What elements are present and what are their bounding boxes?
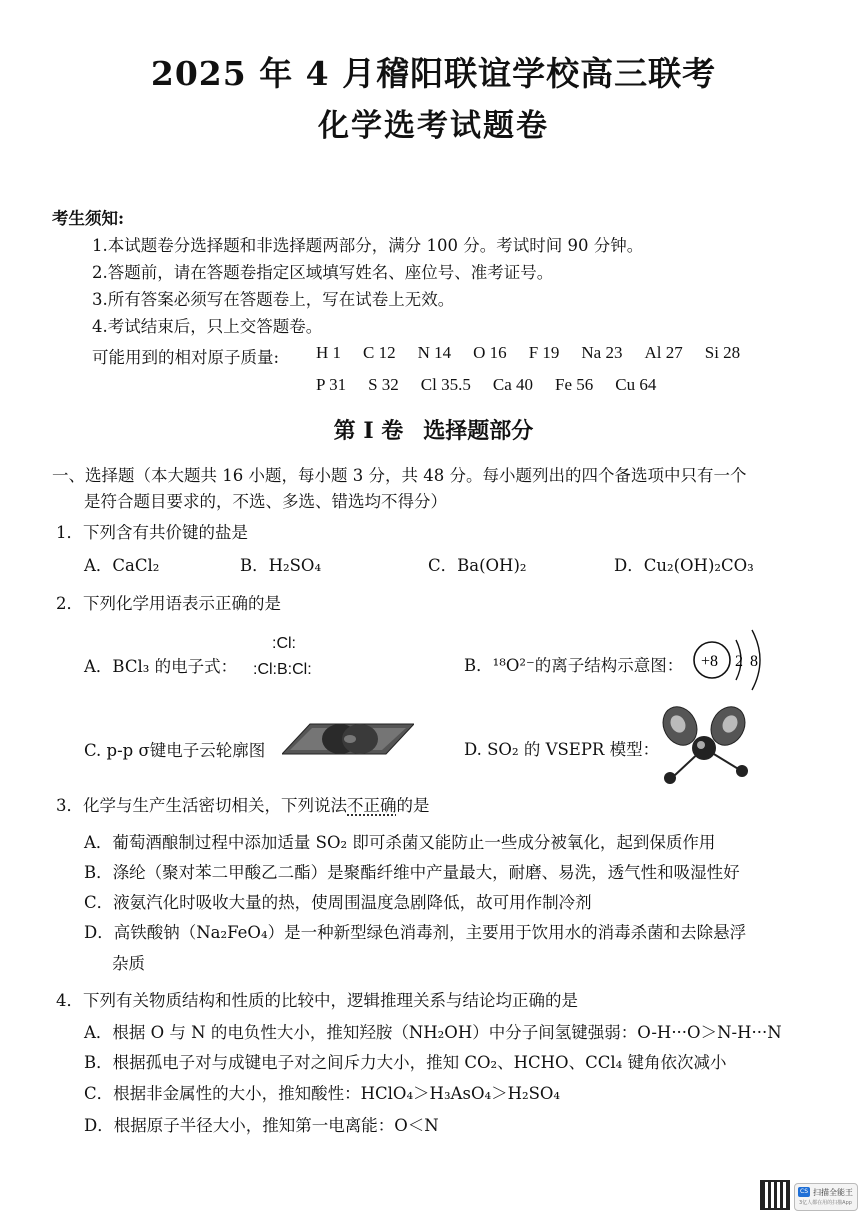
scanner-app-name: 扫描全能王: [813, 1188, 853, 1197]
q4-stem: 4．下列有关物质结构和性质的比较中，逻辑推理关系与结论均正确的是: [56, 991, 578, 1010]
q4-option-d: D．根据原子半径大小，推知第一电离能：O＜N: [84, 1116, 439, 1135]
atomic-mass-row-2: [316, 375, 678, 395]
mass-item: Cl 35.5: [420, 375, 471, 394]
section-name: 选择题部分: [423, 418, 534, 444]
so2-vsepr-model-image: [656, 704, 752, 788]
scanner-logo-icon: CS: [800, 1188, 808, 1195]
mass-item: F 19: [528, 343, 560, 362]
q3-option-c: C．液氨汽化时吸收大量的热，使周围温度急剧降低，故可用作制冷剂: [84, 893, 592, 912]
bcl3-electron-formula-top: :Cl:: [272, 635, 296, 652]
q2-option-d: D. SO₂ 的 VSEPR 模型：: [464, 740, 660, 759]
q3-option-d-line2: 杂质: [112, 954, 145, 973]
atomic-mass-row-1: [316, 343, 762, 363]
mass-item: Si 28: [704, 343, 741, 362]
q3-stem: [56, 792, 430, 816]
notice-item-3: 3.所有答案必须写在答题卷上，写在试卷上无效。: [92, 290, 455, 309]
q3-stem-post: 的是: [396, 796, 430, 815]
mass-item: Na 23: [581, 343, 623, 362]
scanner-tagline: 3亿人都在用的扫描App: [799, 1200, 852, 1206]
ion-structure-diagram: [688, 622, 778, 702]
q3-option-a: A．葡萄酒酿制过程中添加适量 SO₂ 即可杀菌又能防止一些成分被氧化，起到保质作用: [84, 833, 716, 852]
q2-stem: 2．下列化学用语表示正确的是: [56, 594, 281, 613]
q1-option-a: A．CaCl₂: [84, 556, 160, 575]
atomic-mass-label: 可能用到的相对原子质量:: [92, 348, 280, 367]
mass-item: S 32: [368, 375, 399, 394]
q2-option-a: A．BCl₃ 的电子式：: [84, 657, 238, 676]
qr-code-icon: [760, 1180, 790, 1210]
q3-stem-emphasis: 不正确: [347, 796, 397, 815]
q3-option-d-line1: D．高铁酸钠（Na₂FeO₄）是一种新型绿色消毒剂，主要用于饮用水的消毒杀菌和去除悬浮: [84, 923, 747, 942]
part1-instruction-line2: 是符合题目要求的，不选、多选、错选均不得分）: [84, 492, 447, 511]
nucleus-charge: +8: [701, 653, 719, 670]
mass-item: Ca 40: [492, 375, 533, 394]
section-title: [0, 414, 867, 445]
mass-item: O 16: [473, 343, 507, 362]
q3-option-b: B．涤纶（聚对苯二甲酸乙二酯）是聚酯纤维中产量最大，耐磨、易洗，透气性和吸湿性好: [84, 863, 740, 882]
q1-stem: 1．下列含有共价键的盐是: [56, 523, 248, 542]
exam-title: 2025 年 4 月稽阳联谊学校高三联考: [150, 54, 717, 93]
q1-option-b: B．H₂SO₄: [240, 556, 322, 575]
q1-option-c: C．Ba(OH)₂: [428, 556, 527, 575]
q4-option-a: A．根据 O 与 N 的电负性大小，推知羟胺（NH₂OH）中分子间氢键强弱：O-H···O＞N-H···N: [84, 1023, 782, 1042]
exam-subtitle: 化学选考试题卷: [318, 108, 549, 144]
notice-item-4: 4.考试结束后，只上交答题卷。: [92, 317, 323, 336]
mass-item: C 12: [363, 343, 396, 362]
mass-item: Fe 56: [555, 375, 594, 394]
mass-item: H 1: [316, 343, 342, 362]
q2-option-c: C. p-p σ键电子云轮廓图: [84, 741, 266, 760]
mass-item: P 31: [316, 375, 347, 394]
notice-heading: 考生须知:: [52, 209, 125, 228]
shell-1-electrons: 2: [735, 653, 743, 670]
bcl3-electron-formula-mid: :Cl:B:Cl:: [253, 661, 312, 678]
sigma-bond-cloud-image: [282, 720, 414, 760]
notice-item-2: 2.答题前，请在答题卷指定区域填写姓名、座位号、准考证号。: [92, 263, 554, 282]
part1-instruction-line1: 一、选择题（本大题共 16 小题，每小题 3 分，共 48 分。每小题列出的四个备选项中只有一个: [52, 466, 747, 485]
q1-option-d: D．Cu₂(OH)₂CO₃: [614, 556, 754, 575]
mass-item: Cu 64: [615, 375, 657, 394]
notice-item-1: 1.本试题卷分选择题和非选择题两部分，满分 100 分。考试时间 90 分钟。: [92, 236, 644, 255]
shell-2-electrons: 8: [750, 653, 758, 670]
q2-option-b: B．¹⁸O²⁻的离子结构示意图：: [464, 656, 684, 675]
mass-item: Al 27: [644, 343, 683, 362]
q3-stem-pre: 3．化学与生产生活密切相关，下列说法: [56, 796, 347, 815]
mass-item: N 14: [417, 343, 452, 362]
q4-option-c: C．根据非金属性的大小，推知酸性：HClO₄＞H₃AsO₄＞H₂SO₄: [84, 1084, 561, 1103]
q4-option-b: B．根据孤电子对与成键电子对之间斥力大小，推知 CO₂、HCHO、CCl₄ 键角依次减小: [84, 1053, 727, 1072]
scanner-watermark: [794, 1183, 858, 1211]
section-volume: 第 I 卷: [333, 418, 404, 444]
